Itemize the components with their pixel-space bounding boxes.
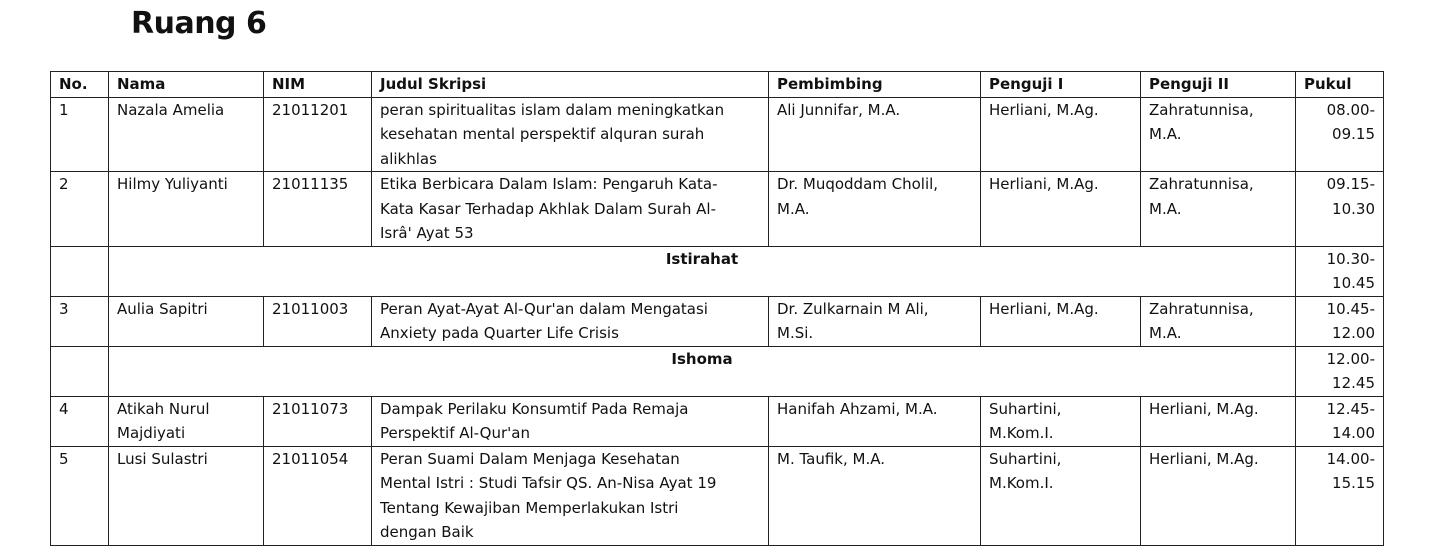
cell-no: 1 [51, 97, 109, 172]
cell-nim: 21011201 [264, 97, 372, 172]
cell-pukul-start: 08.00- [1326, 100, 1375, 119]
cell-penguji-1-line: Herliani, M.Ag. [989, 175, 1099, 193]
cell-pembimbing-line: M. Taufik, M.A. [777, 449, 886, 468]
cell-nim: 21011073 [264, 396, 372, 446]
cell-penguji-1 [981, 97, 1141, 172]
cell-judul-line: dengan Baik [380, 523, 474, 541]
break-row [51, 246, 1384, 296]
cell-pukul-start: 14.00- [1326, 449, 1375, 468]
cell-nama-line: Aulia Sapitri [117, 299, 208, 318]
cell-penguji-1 [981, 446, 1141, 545]
cell-nama [109, 97, 264, 172]
cell-pembimbing-line: Ali Junnifar, M.A. [777, 100, 901, 119]
cell-penguji-2-line: Herliani, M.Ag. [1149, 399, 1259, 418]
cell-pembimbing-line: Dr. Zulkarnain M Ali, [777, 299, 929, 318]
cell-judul-line: Etika Berbicara Dalam Islam: Pengaruh Kata- [380, 175, 718, 193]
cell-nama-line: Lusi Sulastri [117, 449, 208, 468]
cell-judul-line: Peran Suami Dalam Menjaga Kesehatan [380, 449, 680, 468]
cell-judul [372, 172, 769, 247]
cell-pembimbing-line: Dr. Muqoddam Cholil, [777, 175, 939, 193]
cell-penguji-1-line: Suhartini, [989, 449, 1062, 468]
cell-pukul-start: 10.30- [1326, 249, 1375, 268]
col-header-judul: Judul Skripsi [372, 72, 769, 98]
cell-judul-line: Tentang Kewajiban Memperlakukan Istri [380, 498, 679, 517]
cell-nama [109, 396, 264, 446]
cell-no: 2 [51, 172, 109, 247]
cell-penguji-2-line: M.A. [1149, 125, 1182, 143]
cell-penguji-1 [981, 396, 1141, 446]
cell-nama [109, 446, 264, 545]
cell-judul-line: Kata Kasar Terhadap Akhlak Dalam Surah Al- [380, 199, 717, 218]
cell-penguji-1 [981, 172, 1141, 247]
cell-penguji-1-line: M.Kom.I. [989, 424, 1054, 442]
table-row [51, 396, 1384, 446]
cell-pukul [1296, 97, 1384, 172]
cell-penguji-2-line: Zahratunnisa, [1149, 175, 1254, 193]
table-row [51, 296, 1384, 346]
cell-pukul [1296, 446, 1384, 545]
col-header-no: No. [51, 72, 109, 98]
col-header-nim: NIM [264, 72, 372, 98]
cell-judul-line: Peran Ayat-Ayat Al-Qur'an dalam Mengatasi [380, 299, 708, 318]
col-header-pembimbing: Pembimbing [769, 72, 981, 98]
cell-pembimbing-line: M.Si. [777, 324, 814, 342]
cell-pukul-start: 12.00- [1326, 349, 1375, 368]
table-row [51, 97, 1384, 172]
cell-pukul [1296, 172, 1384, 247]
cell-penguji-2 [1141, 446, 1296, 545]
cell-judul-line: Isrâ' Ayat 53 [380, 224, 474, 242]
cell-penguji-1-line: M.Kom.I. [989, 474, 1054, 492]
col-header-penguji-1: Penguji I [981, 72, 1141, 98]
cell-penguji-1-line: Suhartini, [989, 399, 1062, 418]
page-title: Ruang 6 [131, 6, 267, 41]
cell-penguji-2-line: Zahratunnisa, [1149, 100, 1254, 119]
cell-no-empty [51, 346, 109, 396]
cell-judul-line: kesehatan mental perspektif alquran surah [380, 125, 705, 143]
break-label-istirahat: Istirahat [109, 246, 1296, 296]
cell-pukul [1296, 396, 1384, 446]
cell-no: 5 [51, 446, 109, 545]
cell-pembimbing [769, 396, 981, 446]
cell-pembimbing [769, 172, 981, 247]
break-row [51, 346, 1384, 396]
cell-pembimbing-line: M.A. [777, 199, 810, 218]
col-header-penguji-2: Penguji II [1141, 72, 1296, 98]
schedule-table [50, 71, 1384, 546]
cell-judul-line: Perspektif Al-Qur'an [380, 424, 530, 442]
cell-pukul [1296, 246, 1384, 296]
cell-pukul-start: 09.15- [1326, 175, 1375, 193]
cell-nama [109, 296, 264, 346]
cell-pukul [1296, 296, 1384, 346]
cell-pukul-end: 12.00 [1332, 324, 1375, 342]
cell-judul-line: peran spiritualitas islam dalam meningkatkan [380, 100, 725, 119]
cell-judul-line: alikhlas [380, 149, 437, 168]
cell-pukul-start: 12.45- [1326, 399, 1375, 418]
cell-nama [109, 172, 264, 247]
cell-penguji-2 [1141, 172, 1296, 247]
cell-penguji-2 [1141, 97, 1296, 172]
cell-pukul-end: 09.15 [1332, 125, 1375, 143]
cell-no: 3 [51, 296, 109, 346]
cell-pukul-end: 10.45 [1332, 274, 1375, 292]
cell-pukul-end: 14.00 [1332, 424, 1375, 442]
cell-penguji-1 [981, 296, 1141, 346]
cell-nama-line: Majdiyati [117, 424, 186, 442]
cell-nim: 21011003 [264, 296, 372, 346]
cell-penguji-2-line: M.A. [1149, 199, 1182, 218]
cell-judul-line: Mental Istri : Studi Tafsir QS. An-Nisa Ayat 19 [380, 474, 717, 492]
cell-judul [372, 446, 769, 545]
cell-pukul [1296, 346, 1384, 396]
cell-judul [372, 396, 769, 446]
table-row [51, 446, 1384, 545]
cell-nama-line: Hilmy Yuliyanti [117, 175, 228, 193]
cell-penguji-2-line: Zahratunnisa, [1149, 299, 1254, 318]
cell-nama-line: Atikah Nurul [117, 399, 210, 418]
cell-judul-line: Dampak Perilaku Konsumtif Pada Remaja [380, 399, 689, 418]
col-header-pukul: Pukul [1296, 72, 1384, 98]
header-row [51, 72, 1384, 98]
cell-penguji-1-line: Herliani, M.Ag. [989, 100, 1099, 119]
cell-penguji-2 [1141, 396, 1296, 446]
cell-pukul-end: 12.45 [1332, 374, 1375, 392]
cell-nim: 21011135 [264, 172, 372, 247]
cell-no: 4 [51, 396, 109, 446]
cell-pembimbing [769, 97, 981, 172]
cell-penguji-2-line: M.A. [1149, 324, 1182, 342]
cell-penguji-1-line: Herliani, M.Ag. [989, 299, 1099, 318]
cell-no-empty [51, 246, 109, 296]
cell-nama-line: Nazala Amelia [117, 100, 225, 119]
table-row [51, 172, 1384, 247]
cell-nim: 21011054 [264, 446, 372, 545]
col-header-nama: Nama [109, 72, 264, 98]
cell-judul [372, 296, 769, 346]
cell-pukul-end: 10.30 [1332, 199, 1375, 218]
break-label-ishoma: Ishoma [109, 346, 1296, 396]
cell-judul [372, 97, 769, 172]
cell-pembimbing [769, 296, 981, 346]
cell-penguji-2 [1141, 296, 1296, 346]
cell-pembimbing-line: Hanifah Ahzami, M.A. [777, 399, 938, 418]
cell-pukul-start: 10.45- [1326, 299, 1375, 318]
cell-penguji-2-line: Herliani, M.Ag. [1149, 449, 1259, 468]
cell-pembimbing [769, 446, 981, 545]
cell-judul-line: Anxiety pada Quarter Life Crisis [380, 324, 619, 342]
cell-pukul-end: 15.15 [1332, 474, 1375, 492]
